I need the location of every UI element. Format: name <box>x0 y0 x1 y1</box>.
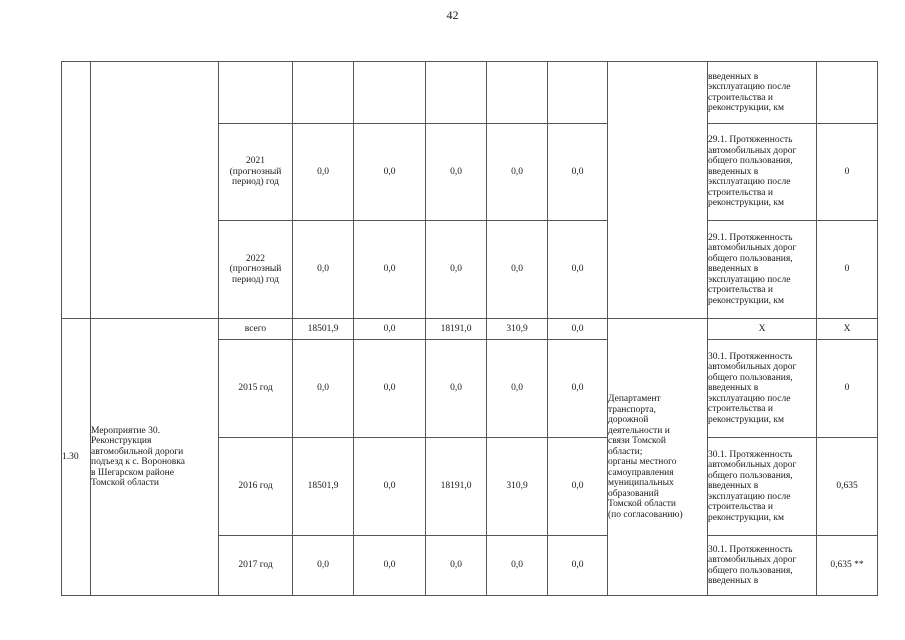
executor-cell: Департамент транспорта, дорожной деятельности и связи Томской области; органы местного самоуправления муниципальных образований Томской области (по согласованию) <box>608 319 708 596</box>
value-federal-cell <box>354 62 426 124</box>
indicator-value-cell: 0 <box>817 124 878 221</box>
indicator-cell: введенных в эксплуатацию после строительства и реконструкции, км <box>708 62 817 124</box>
value-federal-cell: 0,0 <box>354 124 426 221</box>
value-local-cell: 0,0 <box>487 536 548 596</box>
indicator-value-cell: 0 <box>817 221 878 319</box>
indicator-cell: 29.1. Протяженность автомобильных дорог общего пользования, введенных в эксплуатацию после строительства и реконструкции, км <box>708 221 817 319</box>
value-other-cell: 0,0 <box>548 438 608 536</box>
value-regional-cell: 0,0 <box>426 221 487 319</box>
value-local-cell: 0,0 <box>487 340 548 438</box>
value-total-cell: 18501,9 <box>293 438 354 536</box>
year-cell: всего <box>219 319 293 340</box>
indicator-cell: 29.1. Протяженность автомобильных дорог общего пользования, введенных в эксплуатацию после строительства и реконструкции, км <box>708 124 817 221</box>
value-local-cell: 0,0 <box>487 124 548 221</box>
year-cell <box>219 62 293 124</box>
value-federal-cell: 0,0 <box>354 319 426 340</box>
value-total-cell <box>293 62 354 124</box>
measure-number-cell: 1.30 <box>62 319 91 596</box>
value-total-cell: 18501,9 <box>293 319 354 340</box>
value-total-cell: 0,0 <box>293 124 354 221</box>
value-other-cell: 0,0 <box>548 319 608 340</box>
value-local-cell: 0,0 <box>487 221 548 319</box>
indicator-cell: 30.1. Протяженность автомобильных дорог общего пользования, введенных в <box>708 536 817 596</box>
page-number: 42 <box>446 8 459 22</box>
value-regional-cell: 18191,0 <box>426 319 487 340</box>
value-total-cell: 0,0 <box>293 536 354 596</box>
value-local-cell <box>487 62 548 124</box>
value-regional-cell: 18191,0 <box>426 438 487 536</box>
measure-name-cell: Мероприятие 30. Реконструкция автомобильной дороги подъезд к с. Вороновка в Шегарском районе Томской области <box>91 319 219 596</box>
value-other-cell: 0,0 <box>548 124 608 221</box>
value-other-cell: 0,0 <box>548 221 608 319</box>
executor-cell <box>608 62 708 319</box>
year-cell: 2022 (прогнозный период) год <box>219 221 293 319</box>
value-federal-cell: 0,0 <box>354 221 426 319</box>
year-cell: 2021 (прогнозный период) год <box>219 124 293 221</box>
value-regional-cell: 0,0 <box>426 536 487 596</box>
year-cell: 2017 год <box>219 536 293 596</box>
value-regional-cell <box>426 62 487 124</box>
value-other-cell: 0,0 <box>548 536 608 596</box>
indicator-value-cell: X <box>817 319 878 340</box>
value-regional-cell: 0,0 <box>426 124 487 221</box>
indicator-cell: X <box>708 319 817 340</box>
indicator-value-cell: 0,635 ** <box>817 536 878 596</box>
program-measures-table <box>61 61 878 596</box>
indicator-value-cell: 0,635 <box>817 438 878 536</box>
table-row <box>62 319 878 340</box>
measure-number-cell <box>62 62 91 319</box>
value-regional-cell: 0,0 <box>426 340 487 438</box>
value-federal-cell: 0,0 <box>354 536 426 596</box>
value-federal-cell: 0,0 <box>354 438 426 536</box>
value-total-cell: 0,0 <box>293 340 354 438</box>
year-cell: 2015 год <box>219 340 293 438</box>
value-other-cell <box>548 62 608 124</box>
value-total-cell: 0,0 <box>293 221 354 319</box>
table-row <box>62 62 878 124</box>
indicator-cell: 30.1. Протяженность автомобильных дорог общего пользования, введенных в эксплуатацию после строительства и реконструкции, км <box>708 340 817 438</box>
measure-name-cell <box>91 62 219 319</box>
indicator-value-cell: 0 <box>817 340 878 438</box>
indicator-cell: 30.1. Протяженность автомобильных дорог общего пользования, введенных в эксплуатацию после строительства и реконструкции, км <box>708 438 817 536</box>
value-federal-cell: 0,0 <box>354 340 426 438</box>
year-cell: 2016 год <box>219 438 293 536</box>
value-local-cell: 310,9 <box>487 438 548 536</box>
indicator-value-cell <box>817 62 878 124</box>
value-local-cell: 310,9 <box>487 319 548 340</box>
value-other-cell: 0,0 <box>548 340 608 438</box>
